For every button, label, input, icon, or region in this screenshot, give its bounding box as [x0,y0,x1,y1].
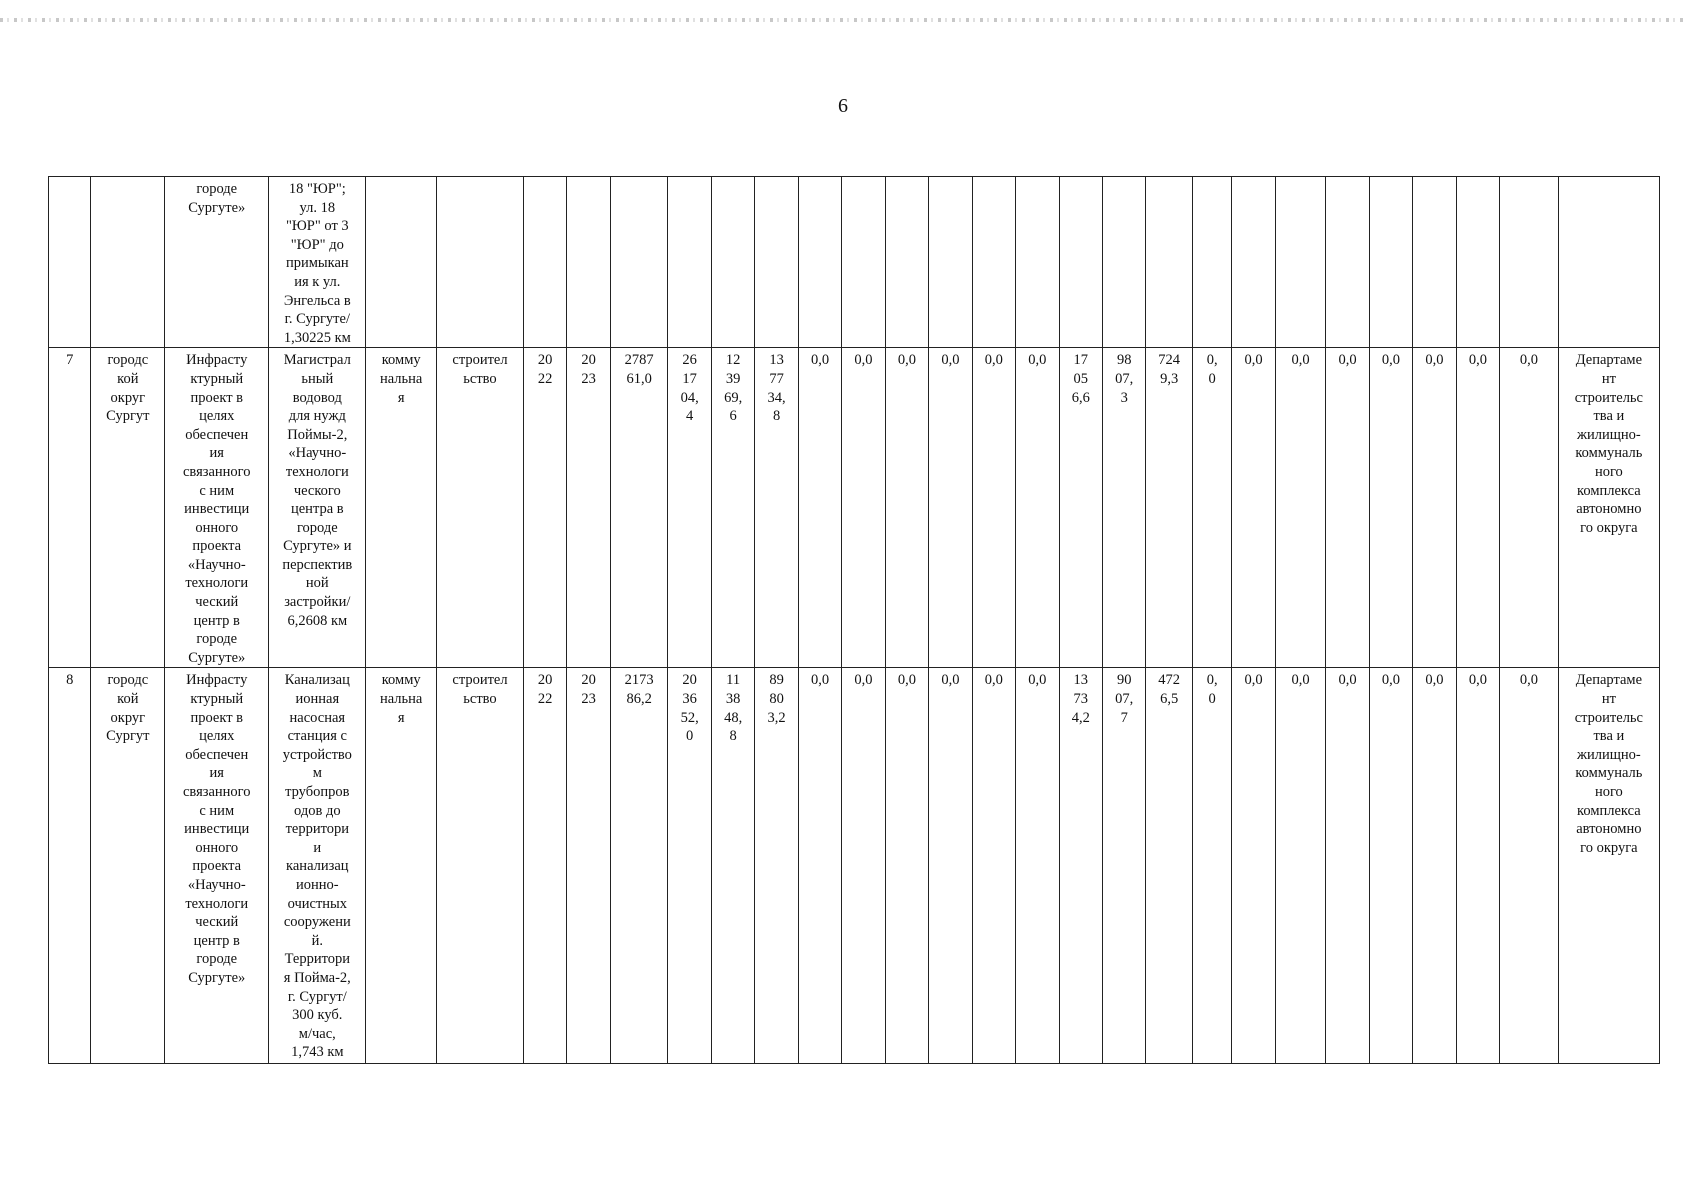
department-cell: Департаме нт строительс тва и жилищно- коммуналь ного комплекса автономно го округа [1558,348,1659,668]
total-cost-cell: 2787 61,0 [610,348,668,668]
value-cell: 0,0 [1456,348,1499,668]
registry-table [48,176,1660,1064]
value-cell [1275,177,1326,348]
row-number-cell [49,177,91,348]
value-cell: 0,0 [1232,668,1275,1064]
value-cell [842,177,885,348]
year-start-cell: 20 22 [523,348,566,668]
value-cell: 0,0 [885,348,928,668]
page-number: 6 [838,95,848,117]
value-cell [929,177,972,348]
value-cell: 0,0 [929,668,972,1064]
total-cost-cell: 2173 86,2 [610,668,668,1064]
value-cell: 0,0 [798,668,841,1064]
table-row [49,177,1660,348]
value-cell: 98 07, 3 [1102,348,1145,668]
work-type-cell: строител ьство [437,348,524,668]
value-cell: 0,0 [1275,348,1326,668]
value-cell: 0,0 [842,668,885,1064]
value-cell: 17 05 6,6 [1059,348,1102,668]
value-cell [1413,177,1456,348]
municipality-cell: городс кой округ Сургут [91,668,165,1064]
value-cell: 0, 0 [1192,348,1231,668]
value-cell: 0,0 [1232,348,1275,668]
value-cell: 0,0 [1500,668,1559,1064]
value-cell: 13 77 34, 8 [755,348,798,668]
year-start-cell [523,177,566,348]
project-cell: городе Сургуте» [165,177,269,348]
value-cell: 0,0 [1326,668,1369,1064]
value-cell [1369,177,1412,348]
work-type-cell [437,177,524,348]
municipality-cell [91,177,165,348]
value-cell: 0,0 [1369,348,1412,668]
value-cell [1232,177,1275,348]
object-cell: Канализац ионная насосная станция с устройство м трубопров одов до территори и канализац ионно- очистных сооружени й. Территори я Пойма-2, г. Сургут/ 300 куб. м/час, 1,743 км [269,668,366,1064]
sector-cell [366,177,437,348]
value-cell: 0,0 [842,348,885,668]
value-cell: 13 73 4,2 [1059,668,1102,1064]
sector-cell: комму нальна я [366,668,437,1064]
value-cell: 0,0 [1016,668,1059,1064]
value-cell [1146,177,1192,348]
value-cell [1059,177,1102,348]
year-end-cell [567,177,610,348]
value-cell [1016,177,1059,348]
value-cell [1456,177,1499,348]
row-number-cell: 7 [49,348,91,668]
value-cell: 0,0 [1369,668,1412,1064]
year-start-cell: 20 22 [523,668,566,1064]
value-cell: 0,0 [1500,348,1559,668]
project-cell: Инфрасту ктурный проект в целях обеспечен ия связанного с ним инвестици онного проекта «Научно- технологи ческий центр в городе Сургуте» [165,348,269,668]
value-cell: 11 38 48, 8 [711,668,754,1064]
value-cell: 0,0 [1326,348,1369,668]
value-cell: 724 9,3 [1146,348,1192,668]
value-cell: 0,0 [1456,668,1499,1064]
object-cell: Магистрал ьный водовод для нужд Поймы-2, «Научно- технологи ческого центра в городе Сургуте» и перспектив ной застройки/ 6,2608 км [269,348,366,668]
value-cell: 0,0 [929,348,972,668]
value-cell: 20 36 52, 0 [668,668,711,1064]
total-cost-cell [610,177,668,348]
value-cell: 0,0 [1275,668,1326,1064]
department-cell [1558,177,1659,348]
work-type-cell: строител ьство [437,668,524,1064]
value-cell [972,177,1015,348]
table-row [49,348,1660,668]
value-cell [668,177,711,348]
value-cell [711,177,754,348]
value-cell [1326,177,1369,348]
value-cell: 0,0 [885,668,928,1064]
value-cell: 0,0 [1016,348,1059,668]
value-cell: 0,0 [1413,668,1456,1064]
value-cell [755,177,798,348]
value-cell: 0,0 [1413,348,1456,668]
sector-cell: комму нальна я [366,348,437,668]
row-number-cell: 8 [49,668,91,1064]
value-cell [1192,177,1231,348]
department-cell: Департаме нт строительс тва и жилищно- коммуналь ного комплекса автономно го округа [1558,668,1659,1064]
value-cell: 0,0 [972,348,1015,668]
project-cell: Инфрасту ктурный проект в целях обеспечен ия связанного с ним инвестици онного проекта «Научно- технологи ческий центр в городе Сургуте» [165,668,269,1064]
value-cell: 0,0 [972,668,1015,1064]
value-cell [1102,177,1145,348]
value-cell: 12 39 69, 6 [711,348,754,668]
value-cell: 26 17 04, 4 [668,348,711,668]
value-cell: 90 07, 7 [1102,668,1145,1064]
scan-edge-artifact [0,18,1686,22]
value-cell: 472 6,5 [1146,668,1192,1064]
value-cell: 0, 0 [1192,668,1231,1064]
year-end-cell: 20 23 [567,668,610,1064]
value-cell: 89 80 3,2 [755,668,798,1064]
year-end-cell: 20 23 [567,348,610,668]
value-cell [798,177,841,348]
municipality-cell: городс кой округ Сургут [91,348,165,668]
value-cell [1500,177,1559,348]
value-cell [885,177,928,348]
object-cell: 18 "ЮР"; ул. 18 "ЮР" от 3 "ЮР" до примыкан ия к ул. Энгельса в г. Сургуте/ 1,30225 км [269,177,366,348]
value-cell: 0,0 [798,348,841,668]
table-row [49,668,1660,1064]
